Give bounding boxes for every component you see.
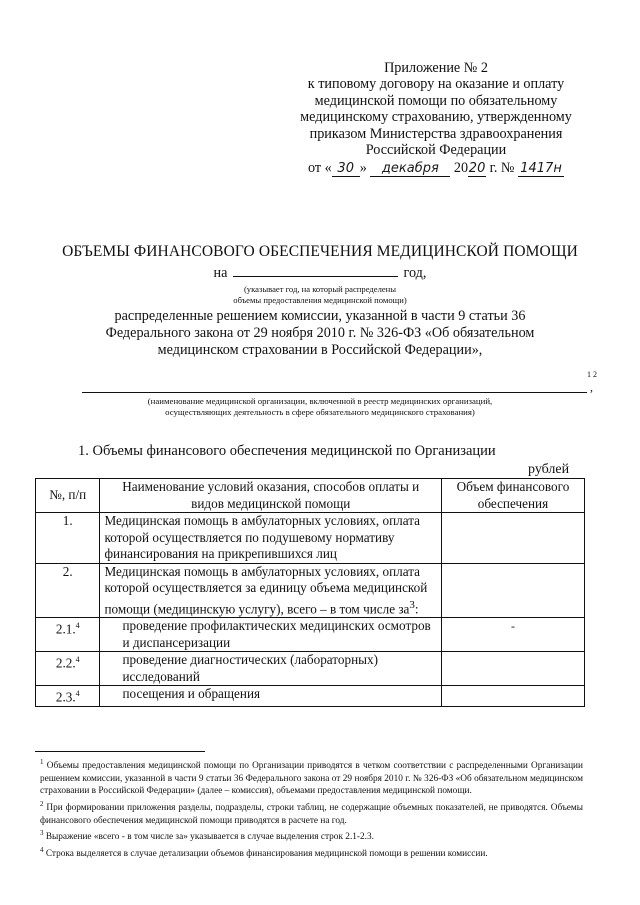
footnote-text: Выражение «всего - в том числе за» указывается в случае выделения строк 2.1-2.3.: [45, 832, 374, 843]
table-row: [36, 563, 585, 618]
appendix-line: Российской Федерации: [365, 142, 507, 159]
footnote-marker: 2: [40, 799, 44, 808]
row-num: [36, 652, 100, 686]
row-value: [441, 686, 584, 707]
row-name-text: Медицинская помощь в амбулаторных условиях, оплата которой осуществляется по подушевому нормативу финансирования на прикрепившихся лиц: [104, 513, 421, 561]
footnote-text: При формировании приложения разделы, подразделы, строки таблиц, не содержащие объемных показателей, не приводятся. Объемы финансового обеспечения медицинской помощи приводятся в расчете на год.: [40, 802, 584, 826]
currency-label: рублей: [528, 462, 570, 477]
footnotes: [40, 756, 583, 861]
header-volume: Объем финансового обеспечения: [441, 479, 584, 513]
row-name-text: Медицинская помощь в амбулаторных условиях, оплата которой осуществляется за единицу объема медицинской помощи (медицинскую услугу), всего – в том числе за: [104, 563, 428, 616]
date-quote-close: »: [359, 160, 367, 177]
appendix-line: приказом Министерства здравоохранения: [309, 125, 563, 142]
handwritten-year: 20: [468, 161, 486, 177]
table-header-row: [36, 479, 585, 513]
row-value: [441, 652, 584, 686]
row-value: [441, 513, 584, 564]
appendix-line: к типовому договору на оказание и оплату: [307, 76, 565, 93]
distribution-line: Федерального закона от 29 ноября 2010 г. № 326-ФЗ «Об обязательном: [105, 325, 535, 341]
financing-table: [35, 478, 585, 707]
row-num: [36, 513, 100, 564]
row-value: [441, 618, 584, 652]
organization-comma: ,: [590, 380, 593, 394]
row-num: [36, 563, 100, 618]
na-label: на: [213, 265, 228, 281]
organization-note-line: осуществляющих деятельность в сфере обязательного медицинского страхования): [165, 407, 475, 417]
document-title-block: [40, 243, 600, 359]
year-note-line: (указывает год, на который распределены: [243, 284, 397, 294]
row-name: Медицинская помощь в амбулаторных условиях, оплата которой осуществляется за единицу объема медицинской помощи (медицинскую услугу), всего – в том числе $за^3$:: [100, 563, 441, 618]
footnote: [40, 798, 583, 827]
organization-note-line: (наименование медицинской организации, включенной в реестр медицинских организаций,: [147, 396, 493, 406]
row-name: [100, 652, 441, 686]
row-num-footnote-ref: 4: [75, 689, 80, 699]
distribution-text: [40, 308, 600, 359]
row-value-text: -: [510, 619, 515, 634]
footnote-marker: 1: [40, 758, 44, 766]
year-note-line: объемы предоставления медицинской помощи): [233, 294, 407, 305]
footnote: [40, 844, 583, 861]
handwritten-month: декабря: [370, 162, 450, 177]
appendix-line: медицинскому страхованию, утвержденному: [300, 109, 572, 126]
footnote-marker: 4: [40, 845, 44, 854]
row-name: [100, 513, 441, 564]
handwritten-day: 30: [332, 162, 360, 177]
appendix-line: Приложение № 2: [384, 60, 488, 76]
table-row: [36, 652, 585, 686]
header-name: Наименование условий оказания, способов оплаты и видов медицинской помощи: [100, 479, 441, 513]
year-blank: [233, 264, 398, 277]
row-num-text: 2.3.: [55, 689, 76, 705]
row-name-footnote-ref: 3: [409, 598, 415, 611]
table-row: [36, 618, 585, 652]
row-name: [100, 618, 441, 652]
footnote-separator: [35, 751, 205, 752]
section-title: 1. Объемы финансового обеспечения медицинской по Организации: [78, 443, 496, 459]
year-label: г. №: [489, 160, 515, 177]
row-name: [100, 686, 441, 707]
row-num-footnote-ref: 4: [75, 655, 80, 665]
footnote-marker: 3: [40, 829, 44, 838]
organization-block: [40, 372, 600, 418]
row-num-footnote-ref: 4: [75, 621, 80, 631]
row-num-text: 2.: [62, 563, 73, 579]
row-num: [36, 618, 100, 652]
organization-name-blank: [82, 370, 597, 394]
footnote: [40, 756, 583, 798]
table-row: [36, 513, 585, 564]
distribution-line: медицинском страховании в Российской Федерации»,: [157, 342, 483, 358]
appendix-line: медицинской помощи по обязательному: [314, 92, 558, 109]
handwritten-order-number: 1417н: [518, 162, 564, 177]
date-prefix: от «: [307, 160, 332, 177]
distribution-line: распределенные решением комиссии, указанной в части 9 статьи 36: [114, 308, 526, 324]
god-label: год,: [403, 265, 427, 281]
row-num-text: 2.2.: [55, 655, 76, 671]
footnote-text: Строка выделяется в случае детализации объемов финансирования медицинской помощи в решении комиссии.: [45, 848, 488, 859]
table-row: [36, 686, 585, 707]
main-title: ОБЪЕМЫ ФИНАНСОВОГО ОБЕСПЕЧЕНИЯ МЕДИЦИНСКОЙ ПОМОЩИ: [62, 243, 578, 260]
organization-note: [40, 396, 600, 418]
header-num: №, п/п: [36, 479, 100, 513]
footnote-text: Объемы предоставления медицинской помощи по Организации приводятся в четком соответствии с распределенными Организации решением комиссии, указанной в части 9 статьи 36 Федерального закона от 29 ноября 2010 г. № 326-ФЗ «Об обязательном медицинском страховании в Российской Федерации» (далее – комиссия), объемами предоставления медицинской помощи.: [40, 761, 583, 797]
row-num-text: 2.1.: [55, 621, 76, 637]
year-prefix: 20: [453, 160, 469, 177]
row-num: [36, 686, 100, 707]
order-date-line: [285, 160, 587, 177]
appendix-header: [285, 60, 587, 177]
year-line: [40, 264, 600, 282]
footnote: [40, 827, 583, 844]
row-name-text: проведение профилактических медицинских осмотров и диспансеризации: [122, 618, 431, 650]
row-value: [441, 563, 584, 618]
row-name-text: проведение диагностических (лабораторных) исследований: [122, 652, 378, 684]
row-name-text: посещения и обращения: [122, 686, 261, 702]
organization-footnote-refs: 1 2: [587, 370, 597, 379]
row-num-text: 1.: [62, 513, 73, 528]
year-note: [40, 284, 600, 305]
